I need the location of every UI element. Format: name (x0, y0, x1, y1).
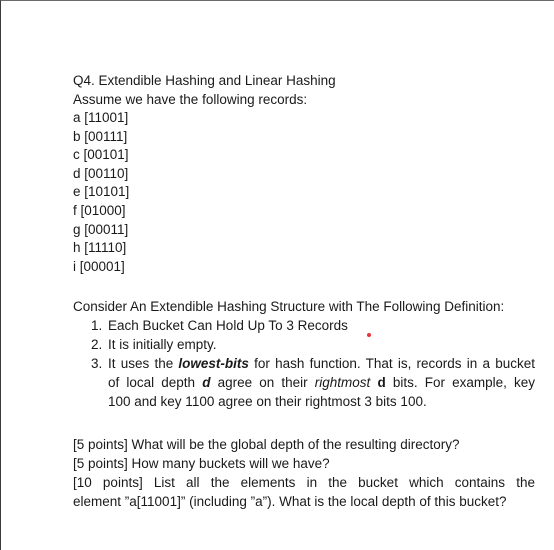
item-number: 2. (91, 337, 103, 353)
definition-text-line (108, 373, 535, 392)
record-item: i [00001] (73, 258, 125, 274)
question-title: Q4. Extendible Hashing and Linear Hashing (73, 73, 336, 88)
text-run: It uses the (108, 356, 179, 372)
part-2: [5 points] How many buckets will we have? (73, 456, 330, 472)
definition-text: Each Bucket Can Hold Up To 3 Records (108, 318, 348, 334)
record-item: g [00011] (73, 221, 129, 237)
record-item: c [00101] (73, 147, 129, 163)
emphasis-lowest-bits: lowest-bits (178, 356, 249, 372)
text-run: of local depth (108, 375, 203, 391)
record-item: b [00111] (73, 128, 128, 144)
record-item: a [11001] (73, 110, 129, 125)
question-block (73, 71, 535, 511)
definition-item-1 (73, 316, 535, 335)
record-item: e [10101] (73, 184, 130, 200)
part-3-line-2: element ”a[11001]” (including ”a”). What is the local depth of this bucket? (73, 494, 507, 510)
emphasis-d: d (377, 375, 386, 391)
definition-item-3 (73, 354, 535, 411)
item-number: 1. (91, 318, 103, 334)
emphasis-d: d (202, 375, 211, 391)
record-item: d [00110] (73, 165, 129, 181)
definition-text-line (108, 354, 535, 373)
definition-list (73, 316, 535, 411)
part-3-line-1: [10 points] List all the elements in the bucket which contains the (73, 475, 535, 491)
records-intro: Assume we have the following records: (73, 92, 308, 107)
record-item: h [11110] (73, 240, 127, 256)
definition-heading: Consider An Extendible Hashing Structure with The Following Definition: (73, 299, 505, 315)
emphasis-rightmost: rightmost (314, 375, 371, 391)
record-item: f [01000] (73, 202, 126, 218)
red-dot-mark (367, 333, 371, 337)
item-number: 3. (91, 356, 103, 372)
part-1: [5 points] What will be the global depth of the resulting directory? (73, 437, 460, 453)
definition-text-line: 100 and key 1100 agree on their rightmost 3 bits 100. (108, 394, 427, 410)
definition-text: It is initially empty. (108, 337, 217, 353)
text-run: bits. For example, key (385, 375, 535, 391)
definition-item-2 (73, 335, 535, 354)
text-run: for hash function. That is, records in a bucket (248, 356, 535, 372)
records-list (73, 109, 535, 276)
text-run: agree on their (210, 375, 315, 391)
